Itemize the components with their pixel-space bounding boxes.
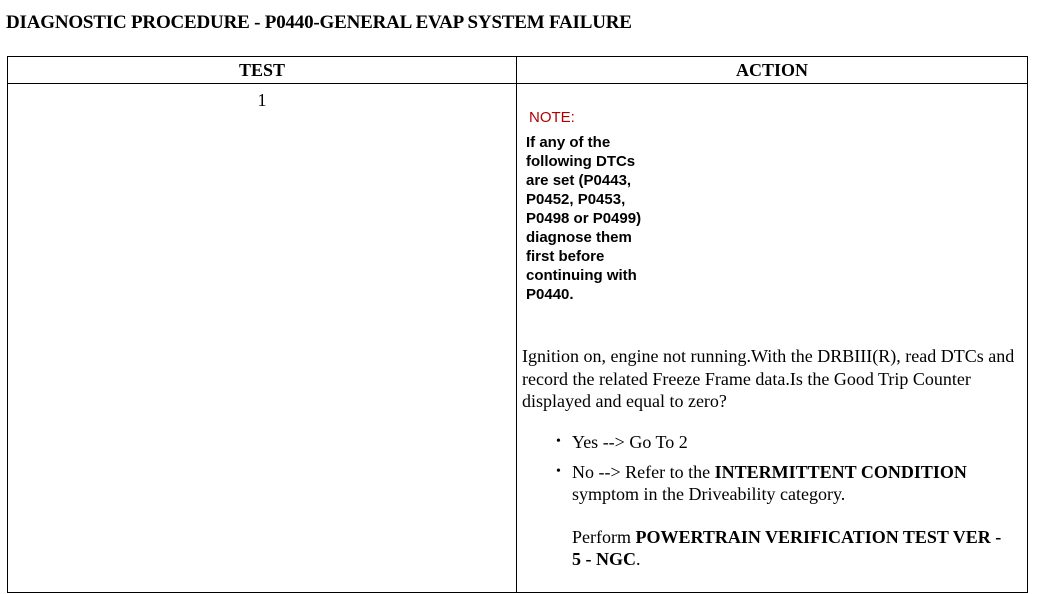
diagnostic-table bbox=[7, 56, 1028, 593]
note-text: If any of the following DTCs are set (P0443, P0452, P0453, P0498 or P0499) diagnose them first before continuing with P0440. bbox=[526, 134, 642, 303]
test-number: 1 bbox=[8, 84, 517, 593]
option-no bbox=[556, 461, 1012, 571]
action-column-header: ACTION bbox=[517, 57, 1028, 84]
verification-test-name: POWERTRAIN VERIFICATION TEST VER - 5 - NGC bbox=[572, 526, 1002, 569]
perform-suffix: . bbox=[636, 549, 641, 569]
instruction-text: Ignition on, engine not running.With the DRBIII(R), read DTCs and record the related Freeze Frame data.Is the Good Trip Counter displayed and equal to zero? bbox=[522, 346, 1015, 411]
table-header-row bbox=[8, 57, 1028, 84]
note-label: NOTE: bbox=[529, 109, 575, 126]
option-yes bbox=[556, 431, 1012, 454]
page-title: DIAGNOSTIC PROCEDURE - P0440-GENERAL EVAP SYSTEM FAILURE bbox=[6, 12, 632, 33]
test-column-header: TEST bbox=[8, 57, 517, 84]
option-no-suffix: symptom in the Driveability category. bbox=[572, 484, 846, 504]
bullet-icon: • bbox=[556, 463, 561, 479]
option-yes-text: Yes --> Go To 2 bbox=[572, 432, 688, 452]
option-no-reference: INTERMITTENT CONDITION bbox=[714, 461, 967, 482]
action-cell bbox=[517, 84, 1028, 593]
perform-prefix: Perform bbox=[572, 526, 636, 547]
bullet-icon: • bbox=[556, 434, 561, 449]
option-no-prefix: No --> Refer to the bbox=[572, 461, 715, 482]
verification-instruction bbox=[572, 526, 1012, 571]
answer-options bbox=[556, 431, 1012, 578]
table-row bbox=[8, 84, 1028, 593]
